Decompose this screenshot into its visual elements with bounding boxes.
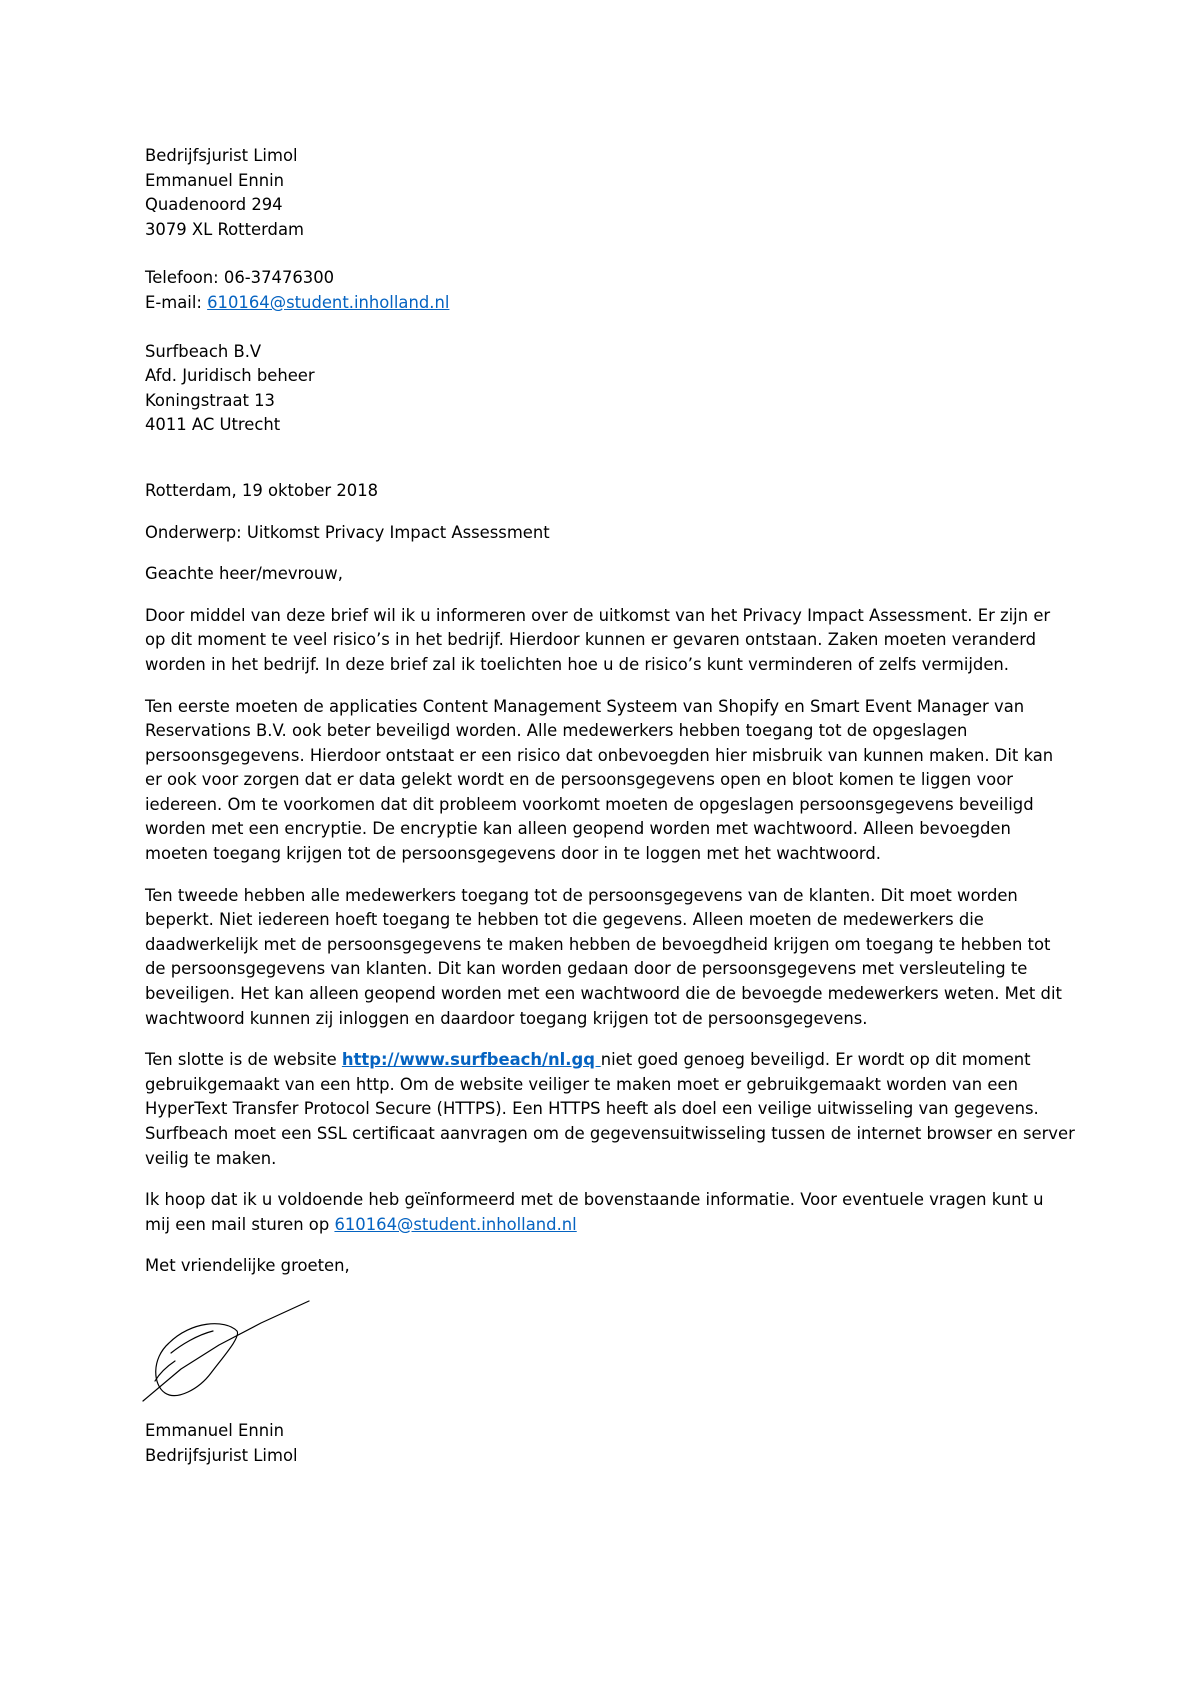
sender-phone: Telefoon: 06-37476300 [145,268,335,288]
paragraph-line: wachtwoord kunnen zij inloggen en daardoor toegang krijgen tot de persoonsgegevens. [145,1008,868,1028]
paragraph-line: gebruikgemaakt van een http. Om de website veiliger te maken moet er gebruikgemaakt worden van een [145,1074,1018,1094]
website-link[interactable]: http://www.surfbeach/nl.gq [341,1050,601,1070]
sender-email-line [145,291,1075,316]
signoff-title: Bedrijfsjurist Limol [145,1445,298,1465]
signature-icon [141,1297,321,1417]
paragraph-line: op dit moment te veel risico’s in het bedrijf. Hierdoor kunnen er gevaren ontstaan. Zaken moeten veranderd [145,630,1037,650]
paragraph-line: Ten eerste moeten de applicaties Content Management Systeem van Shopify en Smart Event Manager van [145,696,1025,716]
paragraph-3 [145,884,1075,1032]
paragraph-line: iedereen. Om te voorkomen dat dit probleem voorkomt moeten de opgeslagen persoonsgegevens beveiligd [145,794,1034,814]
paragraph-line: daadwerkelijk met de persoonsgegevens te maken hebben de bevoegdheid krijgen om toegang te hebben tot [145,934,1051,954]
sender-title: Bedrijfsjurist Limol [145,146,298,165]
paragraph-line: Ten tweede hebben alle medewerkers toegang tot de persoonsgegevens van de klanten. Dit moet worden [145,885,1018,905]
signoff-name: Emmanuel Ennin [145,1420,285,1440]
recipient-city: 4011 AC Utrecht [145,415,281,435]
letter-body [145,144,1075,1468]
paragraph-line: de persoonsgegevens van klanten. Dit kan worden gedaan door de persoonsgegevens met versleuteling te [145,959,1028,979]
signoff [145,1419,1075,1468]
recipient-department: Afd. Juridisch beheer [145,366,315,386]
paragraph-4-before-link: Ten slotte is de website [145,1050,342,1070]
paragraph-line: HyperText Transfer Protocol Secure (HTTPS). Een HTTPS heeft als doel een veilige uitwisseling van gegevens. [145,1099,1039,1119]
paragraph-5-before-link: mij een mail sturen op [145,1214,335,1234]
contact-email-link[interactable]: 610164@student.inholland.nl [334,1214,577,1234]
paragraph-line: beperkt. Niet iedereen hoeft toegang te hebben tot die gegevens. Alleen moeten de medewerkers die [145,910,984,930]
sender-city: 3079 XL Rotterdam [145,219,304,239]
signature-stroke [143,1301,309,1401]
letter-closing: Met vriendelijke groeten, [145,1256,350,1276]
paragraph-line: veilig te maken. [145,1148,277,1168]
signature [145,1279,405,1419]
paragraph-line [145,1048,1075,1073]
sender-street: Quadenoord 294 [145,195,283,215]
paragraph-line: Ik hoop dat ik u voldoende heb geïnformeerd met de bovenstaande informatie. Voor eventuele vragen kunt u [145,1190,1044,1210]
paragraph-1 [145,604,1075,678]
paragraph-line: beveiligen. Het kan alleen geopend worden met een wachtwoord die de bevoegde medewerkers weten. Met dit [145,984,1062,1004]
sender-name: Emmanuel Ennin [145,170,285,190]
sender-contact [145,266,1075,315]
letter-subject: Onderwerp: Uitkomst Privacy Impact Assessment [145,522,550,542]
letter-date: Rotterdam, 19 oktober 2018 [145,480,379,500]
paragraph-4-after-link: niet goed genoeg beveiligd. Er wordt op dit moment [600,1050,1031,1070]
sender-address [145,144,1075,242]
paragraph-line [145,1213,1075,1238]
paragraph-5 [145,1188,1075,1237]
letter-salutation: Geachte heer/mevrouw, [145,564,343,584]
paragraph-2 [145,695,1075,867]
paragraph-line: moeten toegang krijgen tot de persoonsgegevens door in te loggen met het wachtwoord. [145,844,881,864]
recipient-company: Surfbeach B.V [145,341,262,361]
recipient-street: Koningstraat 13 [145,390,275,410]
paragraph-line: Reservations B.V. ook beter beveiligd worden. Alle medewerkers hebben toegang tot de opgeslagen [145,721,968,741]
sender-email-link[interactable]: 610164@student.inholland.nl [207,292,450,312]
paragraph-line: Door middel van deze brief wil ik u informeren over de uitkomst van het Privacy Impact Assessment. Er zijn er [145,605,1051,625]
signature-tail [155,1361,175,1381]
paragraph-line: worden met een encryptie. De encryptie kan alleen geopend worden met wachtwoord. Alleen bevoegden [145,819,1011,839]
paragraph-line: worden in het bedrijf. In deze brief zal ik toelichten hoe u de risico’s kunt verminderen of zelfs vermijden. [145,654,1010,674]
recipient-address [145,340,1075,438]
paragraph-line: persoonsgegevens. Hierdoor ontstaat er een risico dat onbevoegden hier misbruik van kunnen maken. Dit kan [145,745,1054,765]
paragraph-4 [145,1048,1075,1171]
signature-inner-stroke [171,1331,213,1353]
paragraph-line: Surfbeach moet een SSL certificaat aanvragen om de gegevensuitwisseling tussen de internet browser en server [145,1124,1075,1143]
email-label: E-mail: [145,292,208,312]
paragraph-line: er ook voor zorgen dat er data gelekt wordt en de persoonsgegevens open en bloot komen te liggen voor [145,770,1013,790]
